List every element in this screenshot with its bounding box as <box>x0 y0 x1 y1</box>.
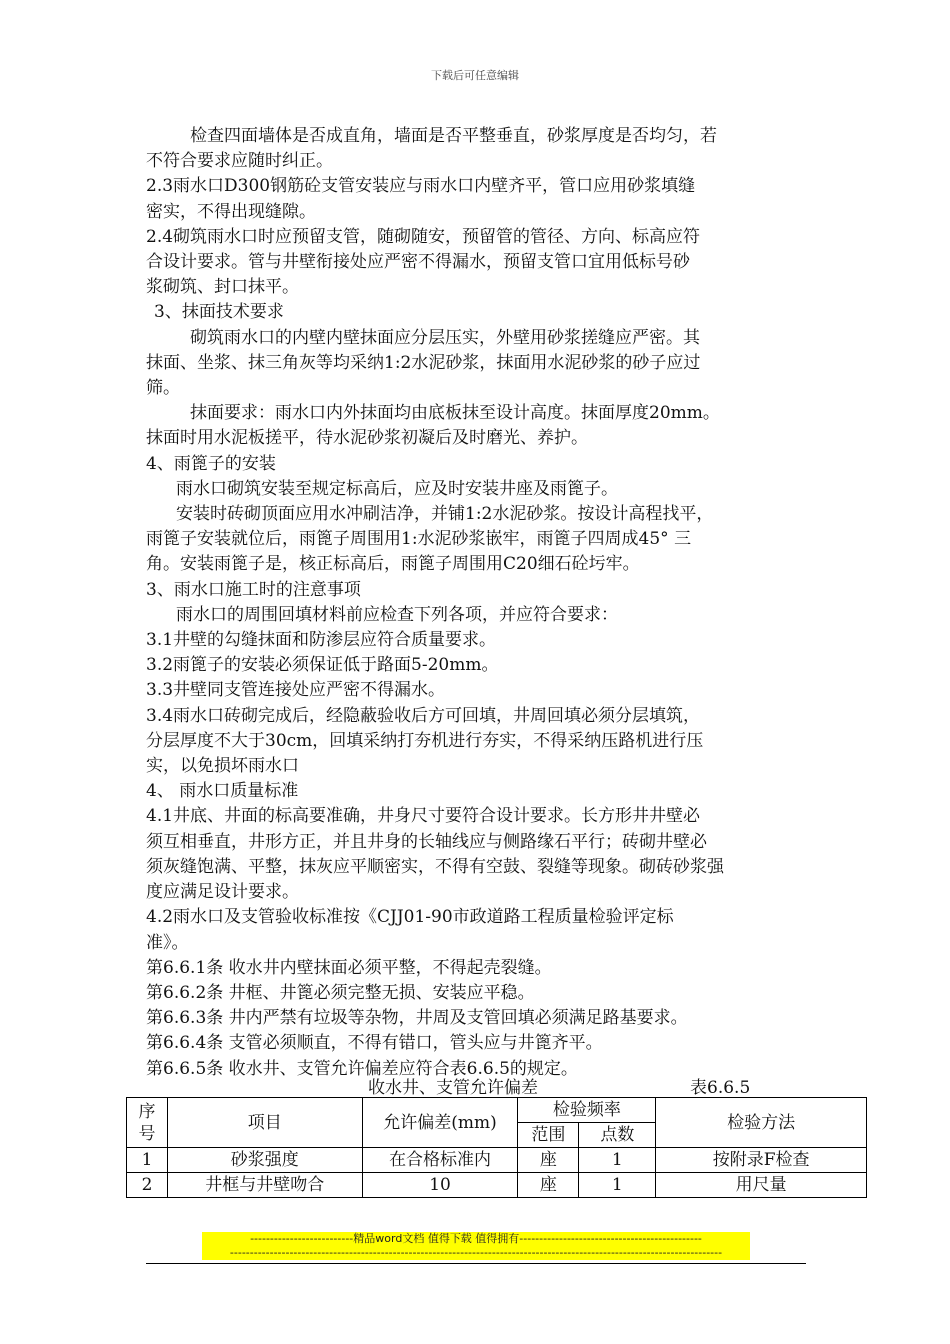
text-line: 角。安装雨篦子是，核正标高后，雨篦子周围用C20细石砼圬牢。 <box>146 554 640 575</box>
footer-watermark-band: --------------------------精品word文档 值得下载 值得拥有---------------------------------------------- <box>202 1232 750 1246</box>
text-line: 抹面时用水泥板搓平，待水泥砂浆初凝后及时磨光、养护。 <box>146 428 588 449</box>
cell-item: 井框与井壁吻合 <box>167 1173 362 1198</box>
text-line: 合设计要求。管与井壁衔接处应严密不得漏水，预留支管口宜用低标号砂 <box>146 252 690 273</box>
text-line: 4.2雨水口及支管验收标准按《CJJ01-90市政道路工程质量检验评定标 <box>146 907 674 928</box>
table-number: 表6.6.5 <box>690 1078 751 1098</box>
cell-method: 用尺量 <box>656 1173 867 1198</box>
text-line: 4、雨篦子的安装 <box>146 453 276 474</box>
header-item: 项目 <box>167 1098 362 1148</box>
text-line: 第6.6.3条 井内严禁有垃圾等杂物，井周及支管回填必须满足路基要求。 <box>146 1008 688 1029</box>
header-deviation: 允许偏差(mm) <box>362 1098 518 1148</box>
text-line: 3、抹面技术要求 <box>154 302 284 323</box>
table-row <box>127 1148 867 1173</box>
deviation-table <box>126 1097 867 1198</box>
header-points: 点数 <box>579 1123 656 1148</box>
text-line: 密实，不得出现缝隙。 <box>146 201 316 222</box>
text-line: 分层厚度不大于30cm，回填采纳打夯机进行夯实，不得采纳压路机进行压 <box>146 730 704 751</box>
cell-deviation: 在合格标准内 <box>362 1148 518 1173</box>
cell-item: 砂浆强度 <box>167 1148 362 1173</box>
text-line: 3.2雨篦子的安装必须保证低于路面5-20mm。 <box>146 655 499 676</box>
cell-points: 1 <box>579 1148 656 1173</box>
table-caption-row <box>0 1073 950 1097</box>
text-line: 第6.6.1条 收水井内壁抹面必须平整，不得起壳裂缝。 <box>146 957 552 978</box>
text-line: 抹面、坐浆、抹三角灰等均采纳1:2水泥砂浆，抹面用水泥砂浆的砂子应过 <box>146 352 701 373</box>
text-line: 雨篦子安装就位后，雨篦子周围用1:水泥砂浆嵌牢，雨篦子四周成45° 三 <box>146 529 692 550</box>
text-line: 2.3雨水口D300钢筋砼支管安装应与雨水口内壁齐平，管口应用砂浆填缝 <box>146 176 696 197</box>
table-header-row <box>127 1098 867 1123</box>
table-row <box>127 1173 867 1198</box>
text-line: 4、 雨水口质量标准 <box>146 781 299 802</box>
text-line: 第6.6.5条 收水井、支管允许偏差应符合表6.6.5的规定。 <box>146 1058 578 1079</box>
text-line: 抹面要求：雨水口内外抹面均由底板抹至设计高度。抹面厚度20mm。 <box>190 403 720 424</box>
text-line: 浆砌筑、封口抹平。 <box>146 277 299 298</box>
document-body <box>146 124 814 1082</box>
text-line: 安装时砖砌顶面应用水冲刷洁净，并铺1:2水泥砂浆。按设计高程找平， <box>176 504 714 525</box>
text-line: 须灰缝饱满、平整，抹灰应平顺密实，不得有空鼓、裂缝等现象。砌砖砂浆强 <box>146 856 724 877</box>
text-line: 雨水口的周围回填材料前应检查下列各项，并应符合要求： <box>176 604 618 625</box>
footer-rule <box>146 1263 806 1264</box>
text-line: 须互相垂直，井形方正，并且井身的长轴线应与侧路缘石平行；砖砌井壁必 <box>146 831 707 852</box>
text-line: 第6.6.2条 井框、井篦必须完整无损、安装应平稳。 <box>146 982 535 1003</box>
cell-range: 座 <box>518 1148 579 1173</box>
text-line: 3.1井壁的勾缝抹面和防渗层应符合质量要求。 <box>146 630 497 651</box>
text-line: 检查四面墙体是否成直角，墙面是否平整垂直，砂浆厚度是否均匀，若 <box>190 126 717 146</box>
header-method: 检验方法 <box>656 1098 867 1148</box>
cell-points: 1 <box>579 1173 656 1198</box>
text-line: 2.4砌筑雨水口时应预留支管，随砌随安，预留管的管径、方向、标高应符 <box>146 226 701 247</box>
cell-method: 按附录F检查 <box>656 1148 867 1173</box>
text-line: 筛。 <box>146 378 180 399</box>
text-line: 4.1井底、井面的标高要准确，井身尺寸要符合设计要求。长方形井井壁必 <box>146 806 701 827</box>
text-line: 3.4雨水口砖砌完成后，经隐蔽验收后方可回填，井周回填必须分层填筑， <box>146 705 701 726</box>
cell-deviation: 10 <box>362 1173 518 1198</box>
footer-dash-band: ---------------------------------------------------------------------------------------------------------------------------- <box>202 1246 750 1260</box>
text-line: 度应满足设计要求。 <box>146 882 299 903</box>
page-header-note: 下载后可任意编辑 <box>431 69 519 82</box>
text-line: 第6.6.4条 支管必须顺直，不得有错口，管头应与井篦齐平。 <box>146 1033 603 1054</box>
cell-seq: 2 <box>127 1173 168 1198</box>
table-caption: 收水井、支管允许偏差 <box>368 1078 538 1098</box>
header-frequency: 检验频率 <box>518 1098 656 1123</box>
text-line: 砌筑雨水口的内壁内壁抹面应分层压实，外壁用砂浆搓缝应严密。其 <box>190 327 700 348</box>
header-range: 范围 <box>518 1123 579 1148</box>
text-line: 实，以免损坏雨水口 <box>146 756 299 777</box>
text-line: 不符合要求应随时纠正。 <box>146 151 333 172</box>
cell-seq: 1 <box>127 1148 168 1173</box>
text-line: 雨水口砌筑安装至规定标高后，应及时安装井座及雨篦子。 <box>176 478 618 499</box>
text-line: 3.3井壁同支管连接处应严密不得漏水。 <box>146 680 446 701</box>
text-line: 3、雨水口施工时的注意事项 <box>146 579 361 600</box>
header-seq: 序号 <box>127 1098 168 1148</box>
text-line: 准》。 <box>146 932 189 953</box>
cell-range: 座 <box>518 1173 579 1198</box>
